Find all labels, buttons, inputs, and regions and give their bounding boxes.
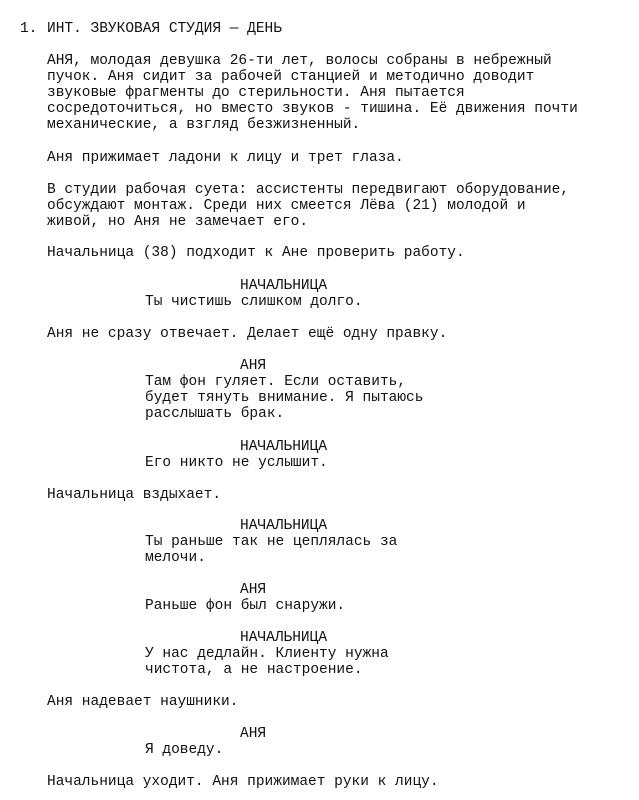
action-paragraph: Аня не сразу отвечает. Делает ещё одну правку.: [47, 326, 448, 342]
character-name: АНЯ: [240, 582, 267, 598]
action-paragraph: АНЯ, молодая девушка 26-ти лет, волосы собраны в небрежный пучок. Аня сидит за рабочей станцией и методично доводит звуковые фрагменты до стерильности. Аня пытается сосредоточиться, но вместо звуков - тишина. Её движения почти механические, а взгляд безжизненный.: [47, 53, 578, 133]
character-name: НАЧАЛЬНИЦА: [240, 630, 328, 646]
character-name: АНЯ: [240, 358, 267, 374]
action-paragraph: Аня прижимает ладони к лицу и трет глаза.: [47, 150, 404, 166]
action-paragraph: Начальница уходит. Аня прижимает руки к лицу.: [47, 774, 439, 790]
action-paragraph: Начальница вздыхает.: [47, 487, 222, 503]
scene-heading: [20, 21, 282, 37]
dialogue: Там фон гуляет. Если оставить, будет тянуть внимание. Я пытаюсь расслышать брак.: [145, 374, 424, 422]
dialogue: Ты раньше так не цеплялась за мелочи.: [145, 534, 398, 566]
dialogue: Его никто не услышит.: [145, 455, 328, 471]
character-name: АНЯ: [240, 726, 267, 742]
dialogue: Раньше фон был снаружи.: [145, 598, 346, 614]
scene-number: 1.: [20, 21, 38, 37]
character-name: НАЧАЛЬНИЦА: [240, 518, 328, 534]
character-name: НАЧАЛЬНИЦА: [240, 439, 328, 455]
character-name: НАЧАЛЬНИЦА: [240, 278, 328, 294]
action-paragraph: В студии рабочая суета: ассистенты передвигают оборудование, обсуждают монтаж. Среди них смеется Лёва (21) молодой и живой, но Аня не замечает его.: [47, 182, 570, 230]
dialogue: У нас дедлайн. Клиенту нужна чистота, а не настроение.: [145, 646, 389, 678]
scene-heading-text: ИНТ. ЗВУКОВАЯ СТУДИЯ — ДЕНЬ: [47, 21, 282, 37]
dialogue: Я доведу.: [145, 742, 224, 758]
action-paragraph: Начальница (38) подходит к Ане проверить работу.: [47, 245, 465, 261]
dialogue: Ты чистишь слишком долго.: [145, 294, 363, 310]
action-paragraph: Аня надевает наушники.: [47, 694, 239, 710]
